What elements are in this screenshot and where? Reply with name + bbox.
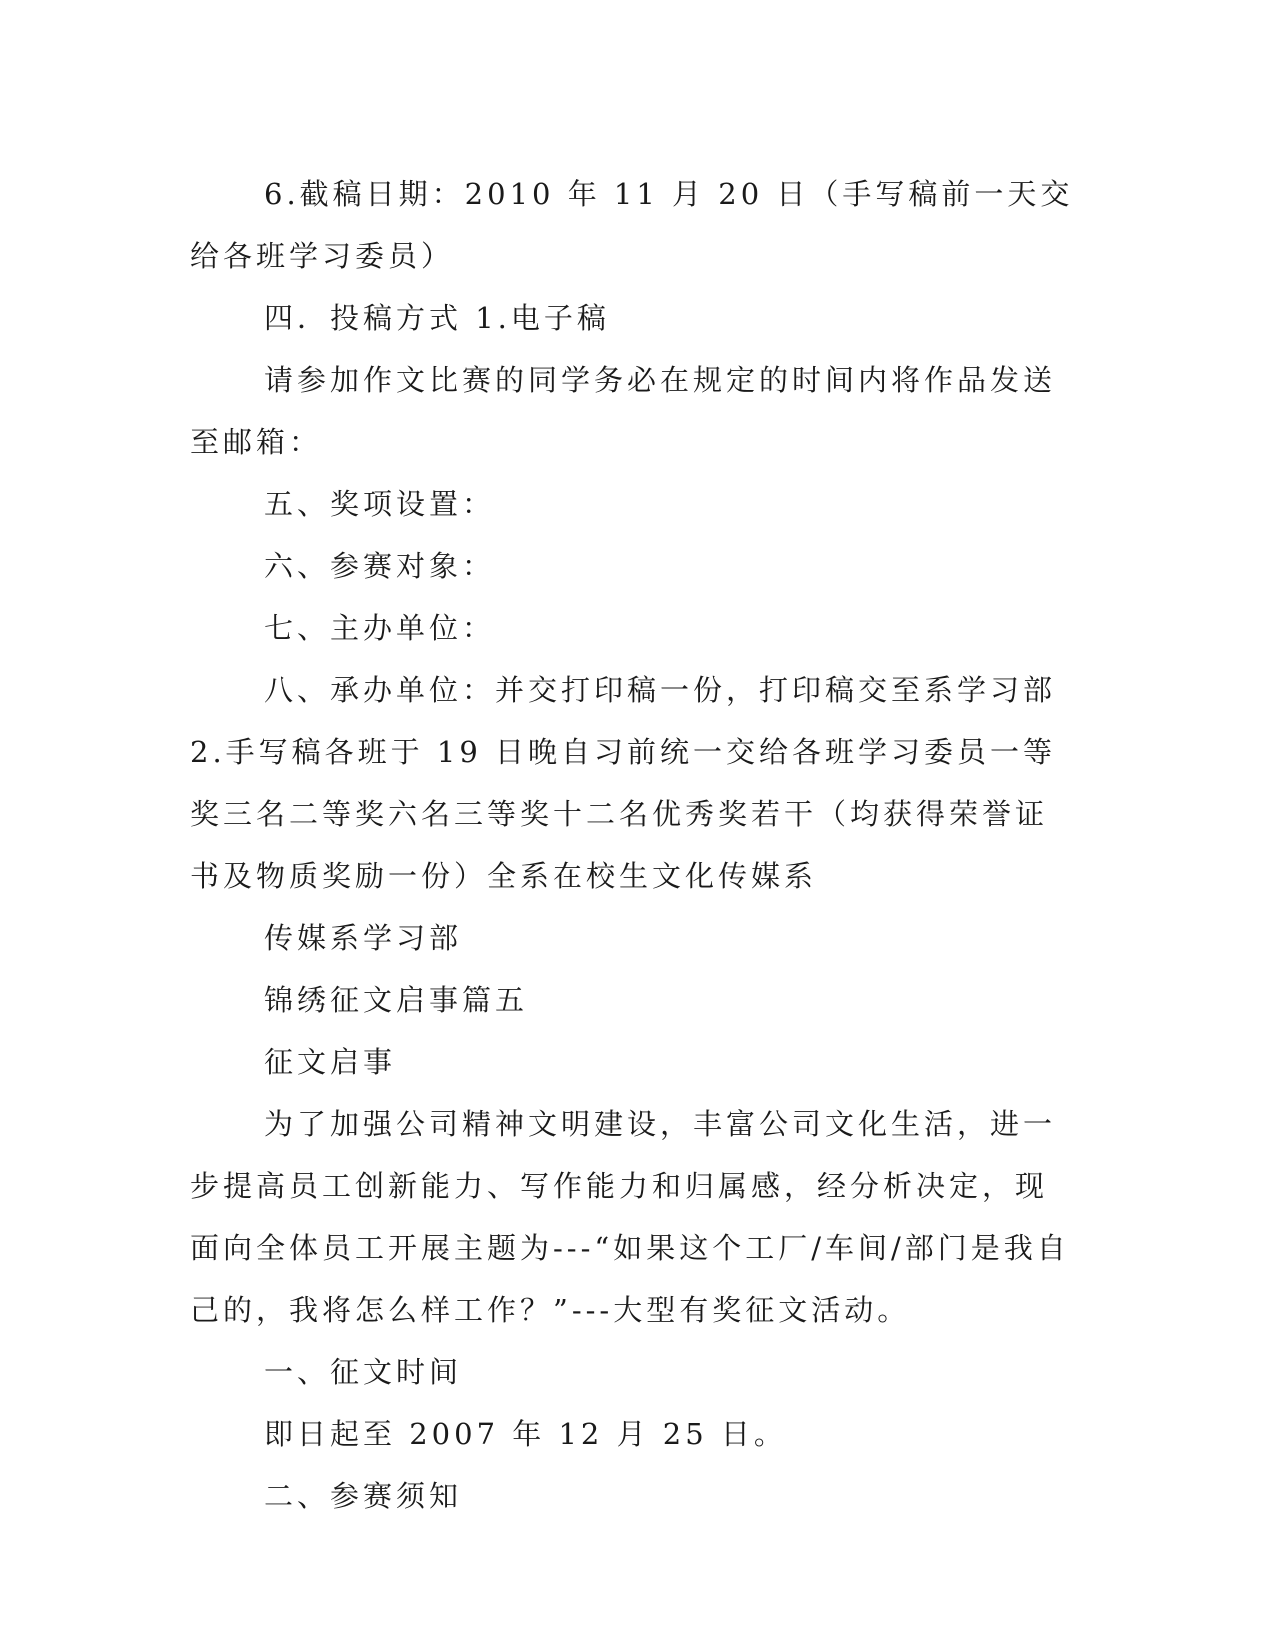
notice-title: 征文启事 [264, 1045, 397, 1079]
paragraph-email-instruction: 请参加作文比赛的同学务必在规定的时间内将作品发送至邮箱： [190, 363, 1057, 459]
paragraph-signature: 传媒系学习部 [264, 921, 463, 955]
heading-contest-notes: 二、参赛须知 [264, 1479, 463, 1513]
paragraph-deadline: 6.截稿日期：2010 年 11 月 20 日（手写稿前一天交给各班学习委员） [190, 177, 1074, 273]
heading-submission-method: 四．投稿方式 1.电子稿 [264, 301, 610, 335]
heading-essay-time: 一、征文时间 [264, 1355, 463, 1389]
heading-awards: 五、奖项设置： [264, 487, 496, 521]
paragraph-essay-period: 即日起至 2007 年 12 月 25 日。 [264, 1417, 787, 1451]
section-title: 锦绣征文启事篇五 [264, 983, 529, 1017]
paragraph-co-organizer: 八、承办单位：并交打印稿一份，打印稿交至系学习部 2.手写稿各班于 19 日晚自习前统一交给各班学习委员一等奖三名二等奖六名三等奖十二名优秀奖若干（均获得荣誉证书及物质奖励一份）全系在校生文化传媒系 [190, 673, 1057, 893]
heading-participants: 六、参赛对象： [264, 549, 496, 583]
document-body [190, 163, 1075, 1527]
paragraph-intro: 为了加强公司精神文明建设，丰富公司文化生活，进一步提高员工创新能力、写作能力和归属感，经分析决定，现面向全体员工开展主题为---“如果这个工厂/车间/部门是我自己的，我将怎么样工作？”---大型有奖征文活动。 [190, 1107, 1070, 1327]
heading-organizer: 七、主办单位： [264, 611, 496, 645]
